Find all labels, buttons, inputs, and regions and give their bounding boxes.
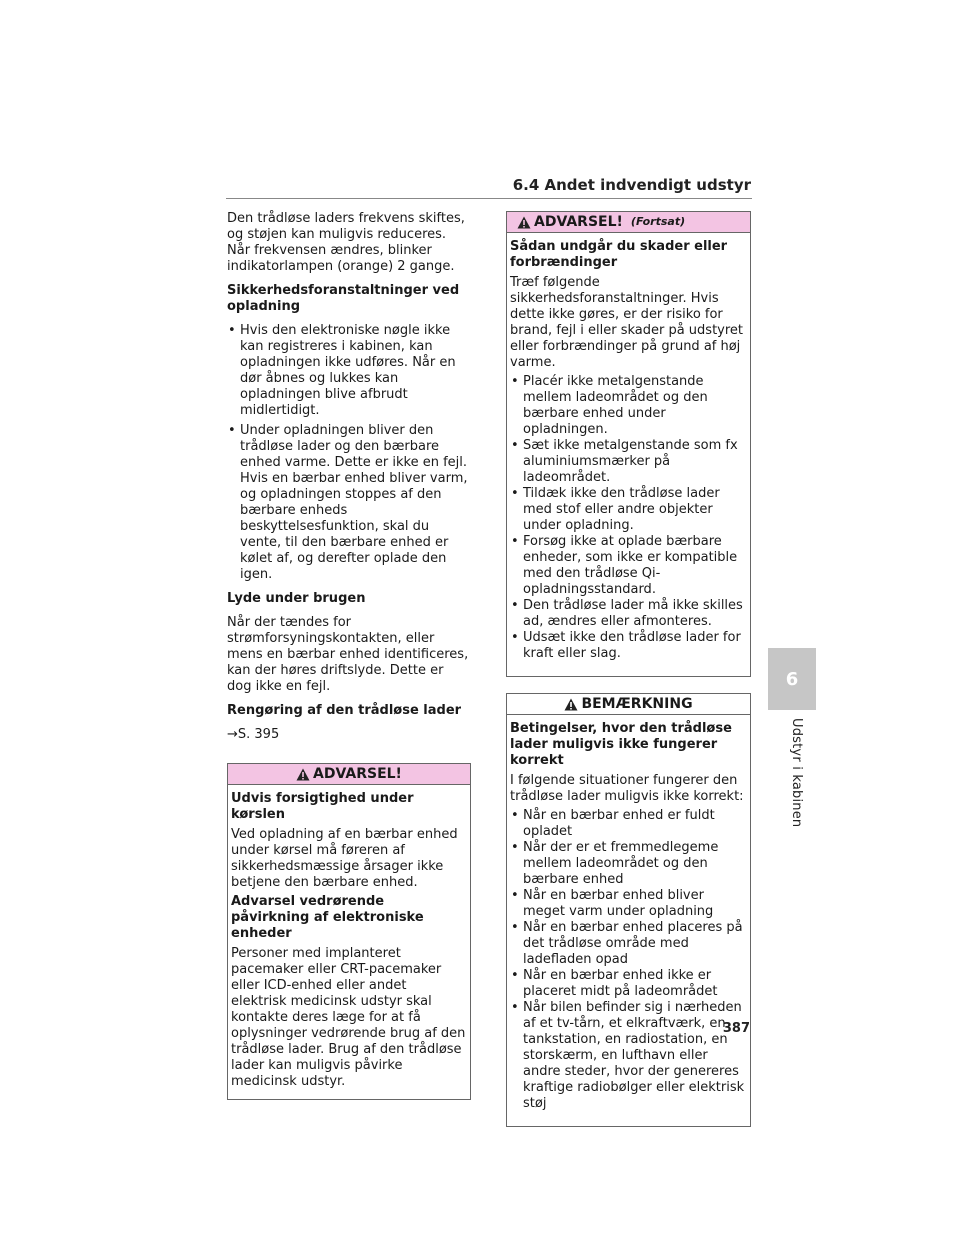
sound-paragraph: Når der tændes for strømforsyningskontakten, eller mens en bærbar enhed identificeres, kan der høres driftslyde. Dette er dog ikke en fejl.: [227, 615, 469, 694]
list-item: • Hvis den elektroniske nøgle ikke kan registreres i kabinen, kan opladningen ikke udføres. Når en dør åbnes og lukkes kan opladningen blive afbrudt midlertidigt.: [227, 323, 471, 419]
list-item: • Tildæk ikke den trådløse lader med stof eller andre objekter under opladning.: [510, 486, 746, 534]
left-column: [227, 211, 471, 1116]
list-item: • Når bilen befinder sig i nærheden af et tv-tårn, et elkraftværk, en tankstation, en radiostation, en storskærm, en lufthavn eller andre steder, hvor der genereres kraftige radiobølger eller elektrisk støj: [510, 1000, 746, 1112]
note-subheading: Betingelser, hvor den trådløse lader muligvis ikke fungerer korrekt: [510, 721, 732, 768]
chapter-title: Udstyr i kabinen: [789, 718, 804, 828]
warning-list: [510, 374, 746, 662]
list-item: • Forsøg ikke at oplade bærbare enheder, som ikke er kompatible med den trådløse Qi-opladningsstandard.: [510, 534, 746, 598]
warning-subheading: Sådan undgår du skader eller forbrændinger: [510, 239, 728, 270]
list-item: • Når en bærbar enhed placeres på det trådløse område med ladefladen opad: [510, 920, 746, 968]
warning-triangle-icon: [517, 216, 531, 229]
list-item: • Når en bærbar enhed bliver meget varm under opladning: [510, 888, 746, 920]
list-item: • Sæt ikke metalgenstande som fx aluminiumsmærker på ladeområdet.: [510, 438, 746, 486]
page-number: 387: [722, 1021, 750, 1036]
right-column: [506, 211, 751, 1143]
warning-header: [507, 212, 750, 233]
list-item: • Når der er et fremmedlegeme mellem ladeområdet og den bærbare enhed: [510, 840, 746, 888]
note-paragraph: I følgende situationer fungerer den trådløse lader muligvis ikke korrekt:: [510, 773, 744, 804]
warning-label: ADVARSEL!: [313, 766, 402, 782]
list-item: • Når en bærbar enhed er fuldt opladet: [510, 808, 746, 840]
continued-label: (Fortsat): [630, 215, 686, 228]
warning-paragraph: Træf følgende sikkerhedsforanstaltninger. Hvis dette ikke gøres, er der risiko for brand, fejl i eller skader på udstyret eller forbrændinger på grund af høj varme.: [510, 275, 744, 370]
warning-body: [507, 233, 750, 676]
note-list: [510, 808, 746, 1112]
warning-paragraph: Ved opladning af en bærbar enhed under kørsel må føreren af sikkerhedsmæssige årsager ikke betjene den bærbare enhed.: [231, 827, 458, 890]
note-body: [507, 715, 750, 1126]
note-label: BEMÆRKNING: [581, 696, 693, 712]
list-item: • Udsæt ikke den trådløse lader for kraft eller slag.: [510, 630, 746, 662]
list-item: • Placér ikke metalgenstande mellem ladeområdet og den bærbare enhed under opladningen.: [510, 374, 746, 438]
header-rule: [226, 198, 752, 199]
chapter-tab[interactable]: 6: [768, 648, 816, 710]
warning-paragraph: Personer med implanteret pacemaker eller CRT-pacemaker eller ICD-enhed eller andet elektrisk medicinsk udstyr skal kontakte deres læge for at få oplysninger vedrørende brug af den trådløse lader. Brug af den trådløse lader kan muligvis påvirke medicinsk udstyr.: [231, 946, 466, 1089]
warning-subheading: Advarsel vedrørende påvirkning af elektroniske enheder: [231, 894, 424, 941]
section-header: 6.4 Andet indvendigt udstyr: [512, 176, 751, 194]
note-header: [507, 694, 750, 715]
sound-heading: Lyde under brugen: [227, 591, 366, 606]
cleaning-heading: Rengøring af den trådløse lader: [227, 703, 462, 718]
list-item: • Under opladningen bliver den trådløse lader og den bærbare enhed varme. Dette er ikke en fejl. Hvis en bærbar enhed bliver varm, og opladningen stoppes af den bærbare enheds beskyttelsesfunktion, skal du vente, til den bærbare enhed er kølet af, og derefter oplade den igen.: [227, 423, 471, 583]
warning-triangle-icon: [296, 768, 310, 781]
warning-box-continued: [506, 211, 751, 677]
warning-box: [227, 763, 471, 1100]
warning-header: [228, 764, 470, 785]
warning-body: [228, 785, 470, 1099]
warning-triangle-icon: [564, 698, 578, 711]
intro-paragraph: Den trådløse laders frekvens skiftes, og støjen kan muligvis reduceres. Når frekvensen ændres, blinker indikatorlampen (orange) 2 gange.: [227, 211, 465, 274]
list-item: • Den trådløse lader må ikke skilles ad, ændres eller afmonteres.: [510, 598, 746, 630]
safety-list: [227, 323, 471, 583]
warning-label: ADVARSEL!: [534, 214, 623, 230]
warning-subheading: Udvis forsigtighed under kørslen: [231, 791, 414, 822]
safety-heading: Sikkerhedsforanstaltninger ved opladning: [227, 283, 460, 314]
note-box: [506, 693, 751, 1127]
list-item: • Når en bærbar enhed ikke er placeret midt på ladeområdet: [510, 968, 746, 1000]
page-reference-link[interactable]: →S. 395: [227, 727, 280, 742]
